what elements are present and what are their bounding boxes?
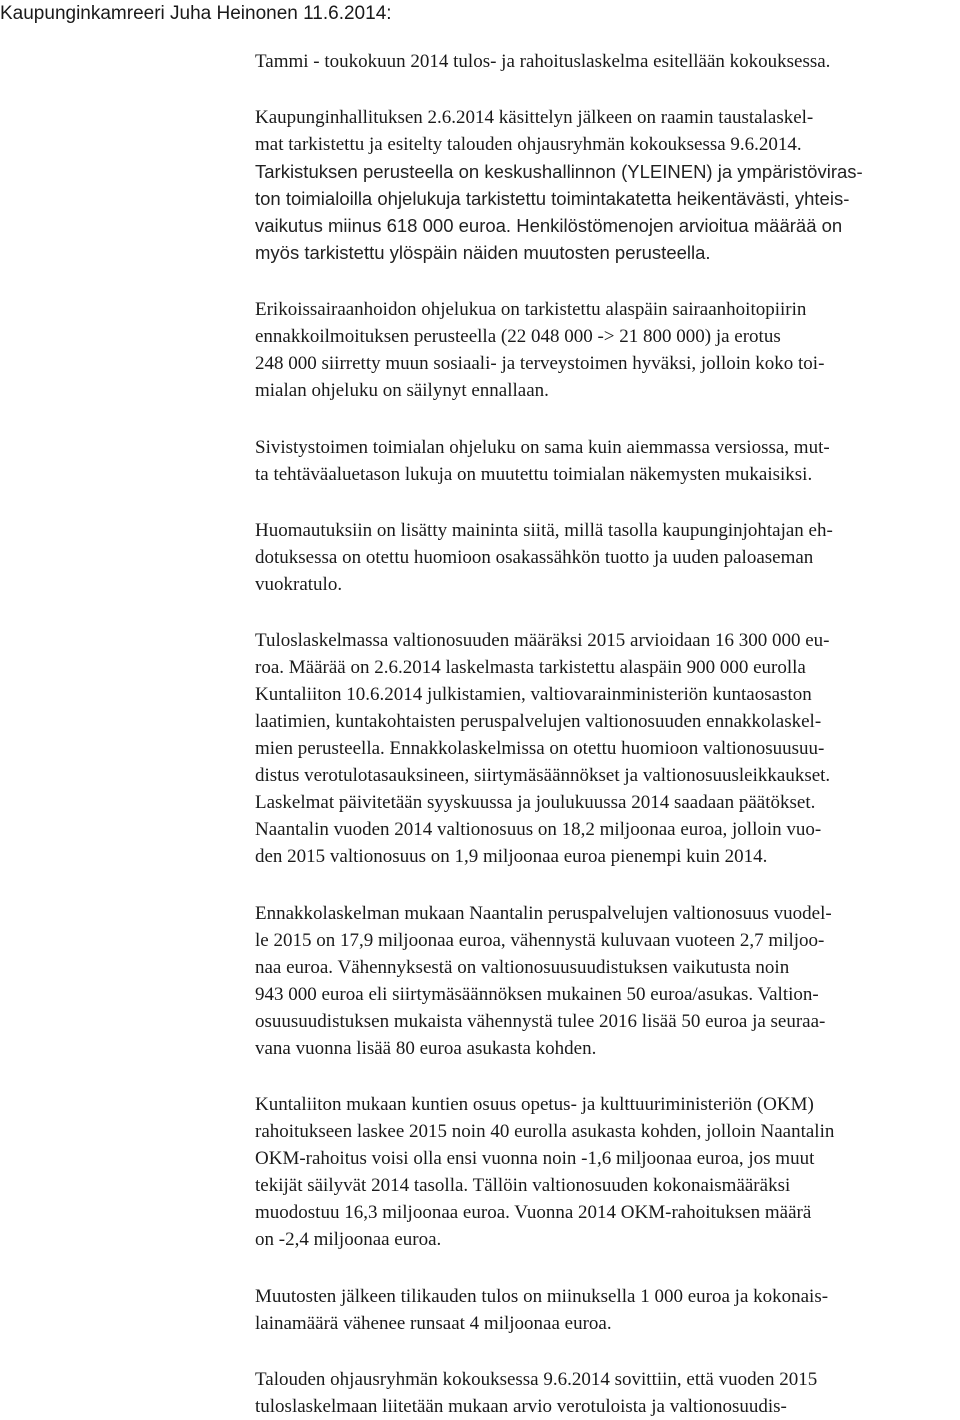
text-line: tekijät säilyvät 2014 tasolla. Tällöin valtionosuuden kokonaismääräksi <box>255 1175 791 1196</box>
text-line: Laskelmat päivitetään syyskuussa ja joulukuussa 2014 saadaan päätökset. <box>255 792 816 813</box>
text-line: vana vuonna lisää 80 euroa asukasta kohden. <box>255 1038 597 1059</box>
text-line: Naantalin vuoden 2014 valtionosuus on 18,2 miljoonaa euroa, jolloin vuo- <box>255 819 822 840</box>
text-line: Tuloslaskelmassa valtionosuuden määräksi 2015 arvioidaan 16 300 000 eu- <box>255 630 830 651</box>
text-line: on -2,4 miljoonaa euroa. <box>255 1229 442 1250</box>
text-line: vaikutus miinus 618 000 euroa. Henkilöstömenojen arvioitua määrää on <box>255 215 843 236</box>
text-line: Erikoissairaanhoidon ohjelukua on tarkistettu alaspäin sairaanhoitopiirin <box>255 299 807 320</box>
text-line: ton toimialoilla ohjelukuja tarkistettu toimintakatetta heikentävästi, yhteis- <box>255 188 850 209</box>
text-line: myös tarkistettu ylöspäin näiden muutosten perusteella. <box>255 242 711 263</box>
text-line: rahoitukseen laskee 2015 noin 40 eurolla asukasta kohden, jolloin Naantalin <box>255 1121 835 1142</box>
text-line: Talouden ohjausryhmän kokouksessa 9.6.2014 sovittiin, että vuoden 2015 <box>255 1369 818 1390</box>
text-line: OKM-rahoitus voisi olla ensi vuonna noin -1,6 miljoonaa euroa, jos muut <box>255 1148 815 1169</box>
text-line: Sivistystoimen toimialan ohjeluku on sama kuin aiemmassa versiossa, mut- <box>255 437 830 458</box>
text-line: Tarkistuksen perusteella on keskushallinnon (YLEINEN) ja ympäristöviras- <box>255 161 863 182</box>
text-line: Kuntaliiton 10.6.2014 julkistamien, valtiovarainministeriön kuntaosaston <box>255 684 812 705</box>
text-line: ta tehtäväaluetason lukuja on muutettu toimialan näkemysten mukaisiksi. <box>255 464 813 485</box>
text-line: osuusuudistuksen mukaista vähennystä tulee 2016 lisää 50 euroa ja seuraa- <box>255 1011 826 1032</box>
text-line: roa. Määrää on 2.6.2014 laskelmasta tarkistettu alaspäin 900 000 eurolla <box>255 657 806 678</box>
document-heading: Kaupunginkamreeri Juha Heinonen 11.6.2014: <box>0 3 392 24</box>
text-line: vuokratulo. <box>255 574 343 595</box>
text-line: den 2015 valtionosuus on 1,9 miljoonaa euroa pienempi kuin 2014. <box>255 846 768 867</box>
text-line: le 2015 on 17,9 miljoonaa euroa, vähennystä kuluvaan vuoteen 2,7 miljoo- <box>255 930 825 951</box>
text-line: Tammi - toukokuun 2014 tulos- ja rahoituslaskelma esitellään kokouksessa. <box>255 51 831 72</box>
text-line: Ennakkolaskelman mukaan Naantalin peruspalvelujen valtionosuus vuodel- <box>255 903 832 924</box>
text-line: Kaupunginhallituksen 2.6.2014 käsittelyn jälkeen on raamin taustalaskel- <box>255 107 814 128</box>
text-line: muodostuu 16,3 miljoonaa euroa. Vuonna 2014 OKM-rahoituksen määrä <box>255 1202 812 1223</box>
text-line: 943 000 euroa eli siirtymäsäännöksen mukainen 50 euroa/asukas. Valtion- <box>255 984 819 1005</box>
text-line: lainamäärä vähenee runsaat 4 miljoonaa euroa. <box>255 1313 612 1334</box>
text-line: Muutosten jälkeen tilikauden tulos on miinuksella 1 000 euroa ja kokonais- <box>255 1286 829 1307</box>
text-line: Huomautuksiin on lisätty maininta siitä, millä tasolla kaupunginjohtajan eh- <box>255 520 833 541</box>
text-line: 248 000 siirretty muun sosiaali- ja terveystoimen hyväksi, jolloin koko toi- <box>255 353 825 374</box>
text-line: mialan ohjeluku on säilynyt ennallaan. <box>255 380 549 401</box>
text-line: dotuksessa on otettu huomioon osakassähkön tuotto ja uuden paloaseman <box>255 547 814 568</box>
text-line: ennakkoilmoituksen perusteella (22 048 000 -> 21 800 000) ja erotus <box>255 326 781 347</box>
text-line: Kuntaliiton mukaan kuntien osuus opetus- ja kulttuuriministeriön (OKM) <box>255 1094 814 1115</box>
text-line: mat tarkistettu ja esitelty talouden ohjausryhmän kokouksessa 9.6.2014. <box>255 134 802 155</box>
text-line: laatimien, kuntakohtaisten peruspalvelujen valtionosuuden ennakkolaskel- <box>255 711 822 732</box>
text-line: tuloslaskelmaan liitetään mukaan arvio verotuloista ja valtionosuudis- <box>255 1396 787 1417</box>
text-line: distus verotulotasauksineen, siirtymäsäännökset ja valtionosuusleikkaukset. <box>255 765 831 786</box>
text-line: mien perusteella. Ennakkolaskelmissa on otettu huomioon valtionosuusuu- <box>255 738 825 759</box>
text-line: naa euroa. Vähennyksestä on valtionosuusuudistuksen vaikutusta noin <box>255 957 790 978</box>
